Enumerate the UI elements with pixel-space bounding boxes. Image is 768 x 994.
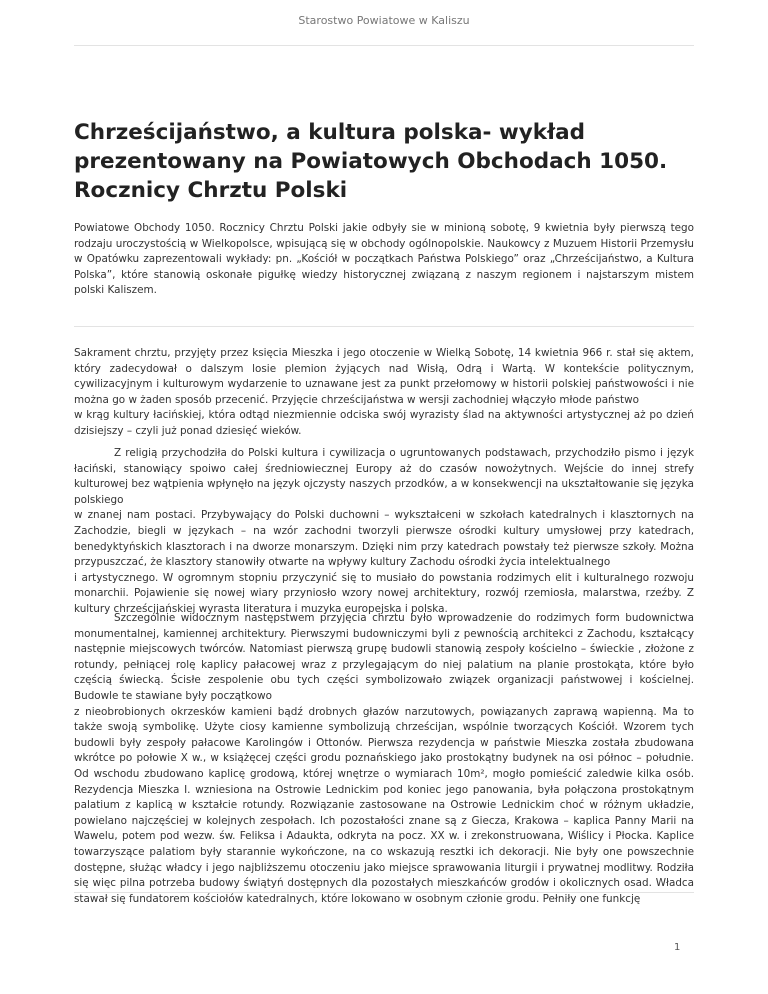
paragraph-3 xyxy=(74,611,694,907)
paragraph-2-line-b: w znanej nam postaci. Przybywający do Polski duchowni – wykształceni w szkołach katedralnych i klasztornych na Zachodzie, biegli w językach – na wzór zachodni tworzyli pierwsze ośrodki kultury umysłowej przy katedrach, benedyktyńskich klasztorach i na dworze monarszym. Dzięki nim przy katedrach powstały też pierwsze szkoły. Można przypuszczać, że klasztory stanowiły otwarte na wpływy kultury Zachodu ośrodki życia intelektualnego xyxy=(74,509,694,569)
paragraph-2-line-a: Z religią przychodziła do Polski kultura i cywilizacja o ugruntowanych podstawach, przychodziło pismo i język łaciński, stanowiący spoiwo całej średniowiecznej Europy aż do czasów nowożytnych. Wejście do innej strefy kulturowej bez wątpienia wpłynęło na język ojczysty naszych przodków, a w konsekwencji na ukształtowanie się języka polskiego xyxy=(74,447,694,506)
paragraph-3-line-b: z nieobrobionych okrzesków kamieni bądź drobnych głazów narzutowych, powiązanych zaprawą wapienną. Ma to także swoją symbolikę. Użyte ciosy kamienne symbolizują chrześcijan, wspólnie tworzących Kościół. Wzorem tych budowli były zespoły pałacowe Karolingów i Ottonów. Pierwsza rezydencja w państwie Mieszka została zbudowana wkrótce po połowie X w., w książęcej części grodu poznańskiego jako prostokątny budynek na osi północ – południe. Od wschodu zbudowano kaplicę grodową, której wnętrze o wymiarach 10m², mogło pomieścić zaledwie kilka osób. Rezydencja Mieszka I. wzniesiona na Ostrowie Lednickim pod koniec jego panowania, była połączona prostokątnym palatium z kaplicą w kształcie rotundy. Rozwiązanie zastosowane na Ostrowie Lednickim choć w różnym układzie, powielano najczęściej w kolejnych zespołach. Ich pozostałości znane są z Giecza, Krakowa – kaplica Panny Marii na Wawelu, potem pod wezw. św. Feliksa i Adaukta, odkryta na pocz. XX w. i zrekonstruowana, Wiślicy i Płocka. Kaplice towarzyszące palatiom były starannie wykończone, na co wskazują resztki ich dekoracji. Nie były one powszechnie dostępne, służąc władcy i jego najbliższemu otoczeniu jako miejsce sprawowania liturgii i prywatnej modlitwy. Rodziła się więc pilna potrzeba budowy świątyń dostępnych dla pozostałych mieszkańców grodów i okolicznych osad. Władca stawał się fundatorem kościołów katedralnych, które lokowano w osobnym członie grodu. Pełniły one funkcję xyxy=(74,705,694,905)
page-number: 1 xyxy=(674,942,681,953)
paragraph-2-line-c: i artystycznego. W ogromnym stopniu przyczynić się to musiało do powstania rodzimych elit i kulturalnego rozwoju monarchii. Pojawienie się nowej wiary przyniosło wzory nowej architektury, rozwój rzemiosła, malarstwa, rzeźby. Z kultury chrześcijańskiej wyrasta literatura i muzyka europejska i polska. xyxy=(74,571,694,615)
paragraph-1-line-a: Sakrament chrztu, przyjęty przez księcia Mieszka i jego otoczenie w Wielką Sobotę, 14 kwietnia 966 r. stał się aktem, który zadecydował o dalszym losie plemion żyjących nad Wisłą, Odrą i Wartą. W kontekście politycznym, cywilizacyjnym i kulturowym wydarzenie to uznawane jest za punkt przełomowy w historii polskiej państwowości i nie można go w żaden sposób przecenić. Przyjęcie chrześcijaństwa w wersji zachodniej włączyło młode państwo xyxy=(74,347,694,406)
paragraph-2 xyxy=(74,446,694,618)
paragraph-1-line-b: w krąg kultury łacińskiej, która odtąd niezmiennie odciska swój wyrazisty ślad na aktywności artystycznej aż po dzień dzisiejszy – czyli już ponad dziesięć wieków. xyxy=(74,409,694,437)
intro-paragraph xyxy=(74,221,694,299)
article-title: Chrześcijaństwo, a kultura polska- wykład prezentowany na Powiatowych Obchodach 1050. Rocznicy Chrztu Polski xyxy=(74,120,668,203)
intro-text: Powiatowe Obchody 1050. Rocznicy Chrztu Polski jakie odbyły sie w minioną sobotę, 9 kwietnia były pierwszą tego rodzaju uroczystością w Wielkopolsce, wpisującą się w obchody ogólnopolskie. Naukowcy z Muzuem Historii Przemysłu w Opatówku zaprezentowali wykłady: pn. „Kościół w początkach Państwa Polskiego” oraz „Chrześcijaństwo, a Kultura Polska”, które stanowią oskonałe pigułkę wiedzy historycznej związaną z naszym regionem i najstarszym mistem polski Kaliszem. xyxy=(74,222,694,297)
paragraph-1 xyxy=(74,346,694,440)
paragraph-3-line-a: Szczególnie widocznym następstwem przyjęcia chrztu było wprowadzenie do rodzimych form budownictwa monumentalnej, kamiennej architektury. Pierwszymi budowniczymi byli z pewnością architekci z Zachodu, kształcący następnie miejscowych twórców. Natomiast pierwszą grupę budowli stanowią zespoły kościelno – świeckie , złożone z rotundy, pełniącej rolę kaplicy pałacowej wraz z przylegającym do niej palatium na planie prostokąta, które było częścią świecką. Ścisłe zespolenie obu tych części symbolizowało związek organizacji państwowej i kościelnej. Budowle te stawiane były początkowo xyxy=(74,612,694,702)
footer-divider xyxy=(74,892,694,893)
page-header: Starostwo Powiatowe w Kaliszu xyxy=(298,14,470,27)
header-divider xyxy=(74,45,694,46)
section-divider xyxy=(74,326,694,327)
